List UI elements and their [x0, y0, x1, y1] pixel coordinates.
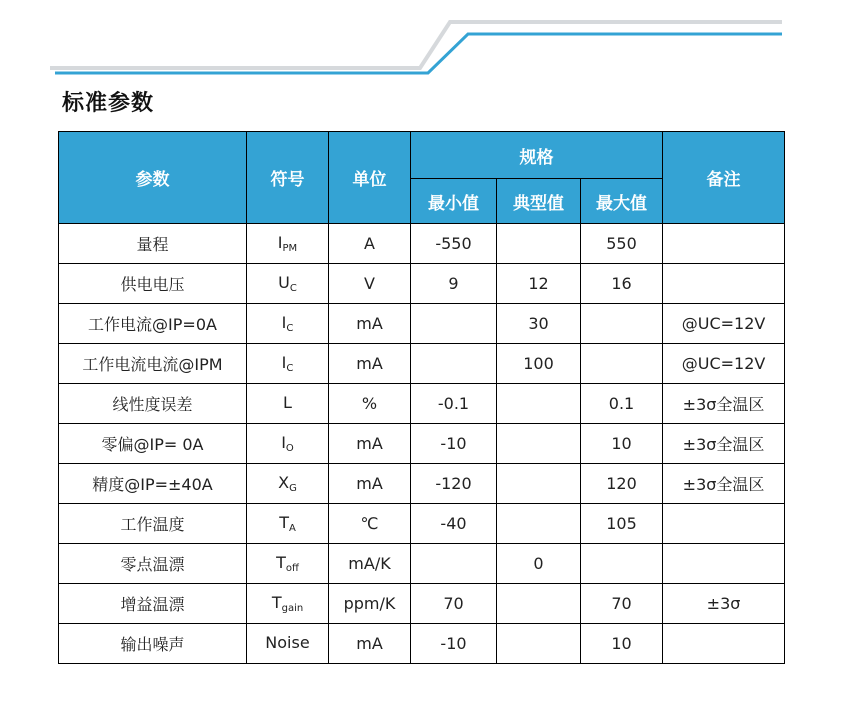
header-typ: 典型值	[497, 179, 581, 224]
cell-min: -0.1	[411, 384, 497, 424]
cell-typ	[497, 624, 581, 664]
symbol-main: X	[278, 473, 290, 492]
table-row	[59, 384, 785, 424]
cell-max: 120	[581, 464, 663, 504]
cell-param: 工作电流电流@IPM	[59, 344, 247, 384]
cell-max	[581, 344, 663, 384]
cell-max: 16	[581, 264, 663, 304]
symbol-subscript: G	[289, 483, 297, 494]
table-row	[59, 624, 785, 664]
cell-max: 10	[581, 424, 663, 464]
table-row	[59, 224, 785, 264]
cell-param: 输出噪声	[59, 624, 247, 664]
cell-note: ±3σ全温区	[663, 464, 785, 504]
symbol-subscript: C	[286, 363, 294, 374]
cell-unit: mA	[329, 624, 411, 664]
cell-note: ±3σ全温区	[663, 424, 785, 464]
symbol-main: I	[281, 313, 287, 332]
cell-min	[411, 544, 497, 584]
symbol-main: I	[281, 353, 287, 372]
header-unit: 单位	[329, 132, 411, 224]
cell-unit: ppm/K	[329, 584, 411, 624]
symbol-subscript: A	[288, 523, 296, 534]
header-max: 最大值	[581, 179, 663, 224]
cell-param: 工作温度	[59, 504, 247, 544]
cell-max	[581, 544, 663, 584]
cell-symbol	[247, 384, 329, 424]
symbol-main: L	[283, 393, 292, 412]
symbol-subscript: gain	[281, 603, 304, 614]
cell-unit: mA	[329, 344, 411, 384]
cell-min	[411, 304, 497, 344]
cell-typ: 30	[497, 304, 581, 344]
cell-typ	[497, 504, 581, 544]
cell-param: 供电电压	[59, 264, 247, 304]
cell-typ: 100	[497, 344, 581, 384]
header-param: 参数	[59, 132, 247, 224]
table-row	[59, 424, 785, 464]
cell-note	[663, 504, 785, 544]
cell-min: 9	[411, 264, 497, 304]
symbol-main: T	[271, 593, 282, 612]
cell-param: 线性度误差	[59, 384, 247, 424]
symbol-subscript: PM	[282, 243, 298, 254]
cell-max: 70	[581, 584, 663, 624]
cell-symbol	[247, 344, 329, 384]
section-title: 标准参数	[62, 91, 155, 116]
cell-param: 增益温漂	[59, 584, 247, 624]
cell-min: 70	[411, 584, 497, 624]
cell-param: 量程	[59, 224, 247, 264]
cell-typ	[497, 584, 581, 624]
cell-unit: mA	[329, 424, 411, 464]
cell-symbol	[247, 304, 329, 344]
header-min: 最小值	[411, 179, 497, 224]
cell-symbol	[247, 584, 329, 624]
cell-unit: A	[329, 224, 411, 264]
cell-symbol	[247, 504, 329, 544]
spec-table	[58, 131, 785, 664]
cell-min	[411, 344, 497, 384]
table-row	[59, 264, 785, 304]
table-row	[59, 544, 785, 584]
table-row	[59, 504, 785, 544]
symbol-main: I	[277, 233, 283, 252]
cell-note	[663, 544, 785, 584]
cell-min: -550	[411, 224, 497, 264]
cell-note	[663, 224, 785, 264]
symbol-main: T	[279, 513, 289, 532]
cell-max: 0.1	[581, 384, 663, 424]
cell-typ	[497, 464, 581, 504]
cell-typ	[497, 384, 581, 424]
cell-min: -10	[411, 424, 497, 464]
symbol-subscript: C	[289, 283, 297, 294]
cell-min: -120	[411, 464, 497, 504]
cell-unit: mA	[329, 464, 411, 504]
cell-note: ±3σ全温区	[663, 384, 785, 424]
cell-symbol	[247, 424, 329, 464]
cell-max: 105	[581, 504, 663, 544]
symbol-main: Noise	[265, 633, 310, 652]
table-row	[59, 464, 785, 504]
cell-note: @UC=12V	[663, 304, 785, 344]
cell-unit: mA	[329, 304, 411, 344]
cell-note	[663, 624, 785, 664]
cell-typ: 0	[497, 544, 581, 584]
cell-unit: ℃	[329, 504, 411, 544]
cell-note	[663, 264, 785, 304]
spec-table-body	[59, 224, 785, 664]
symbol-main: I	[281, 433, 286, 452]
cell-symbol	[247, 264, 329, 304]
cell-symbol	[247, 464, 329, 504]
symbol-main: U	[278, 273, 290, 292]
symbol-subscript: O	[285, 443, 294, 454]
cell-max: 10	[581, 624, 663, 664]
cell-max	[581, 304, 663, 344]
table-row	[59, 304, 785, 344]
cell-min: -40	[411, 504, 497, 544]
header-spec: 规格	[411, 132, 663, 179]
cell-symbol	[247, 224, 329, 264]
symbol-subscript: off	[285, 563, 299, 574]
table-row	[59, 584, 785, 624]
cell-unit: mA/K	[329, 544, 411, 584]
cell-typ: 12	[497, 264, 581, 304]
cell-param: 零点温漂	[59, 544, 247, 584]
symbol-subscript: C	[286, 323, 294, 334]
cell-symbol	[247, 544, 329, 584]
header-symbol: 符号	[247, 132, 329, 224]
cell-note: @UC=12V	[663, 344, 785, 384]
cell-typ	[497, 224, 581, 264]
cell-unit: V	[329, 264, 411, 304]
cell-min: -10	[411, 624, 497, 664]
header-note: 备注	[663, 132, 785, 224]
cell-symbol	[247, 624, 329, 664]
symbol-main: T	[276, 553, 286, 572]
cell-typ	[497, 424, 581, 464]
cell-note: ±3σ	[663, 584, 785, 624]
cell-max: 550	[581, 224, 663, 264]
table-row	[59, 344, 785, 384]
cell-unit: %	[329, 384, 411, 424]
cell-param: 精度@IP=±40A	[59, 464, 247, 504]
cell-param: 零偏@IP= 0A	[59, 424, 247, 464]
header-decoration	[0, 0, 846, 90]
cell-param: 工作电流@IP=0A	[59, 304, 247, 344]
